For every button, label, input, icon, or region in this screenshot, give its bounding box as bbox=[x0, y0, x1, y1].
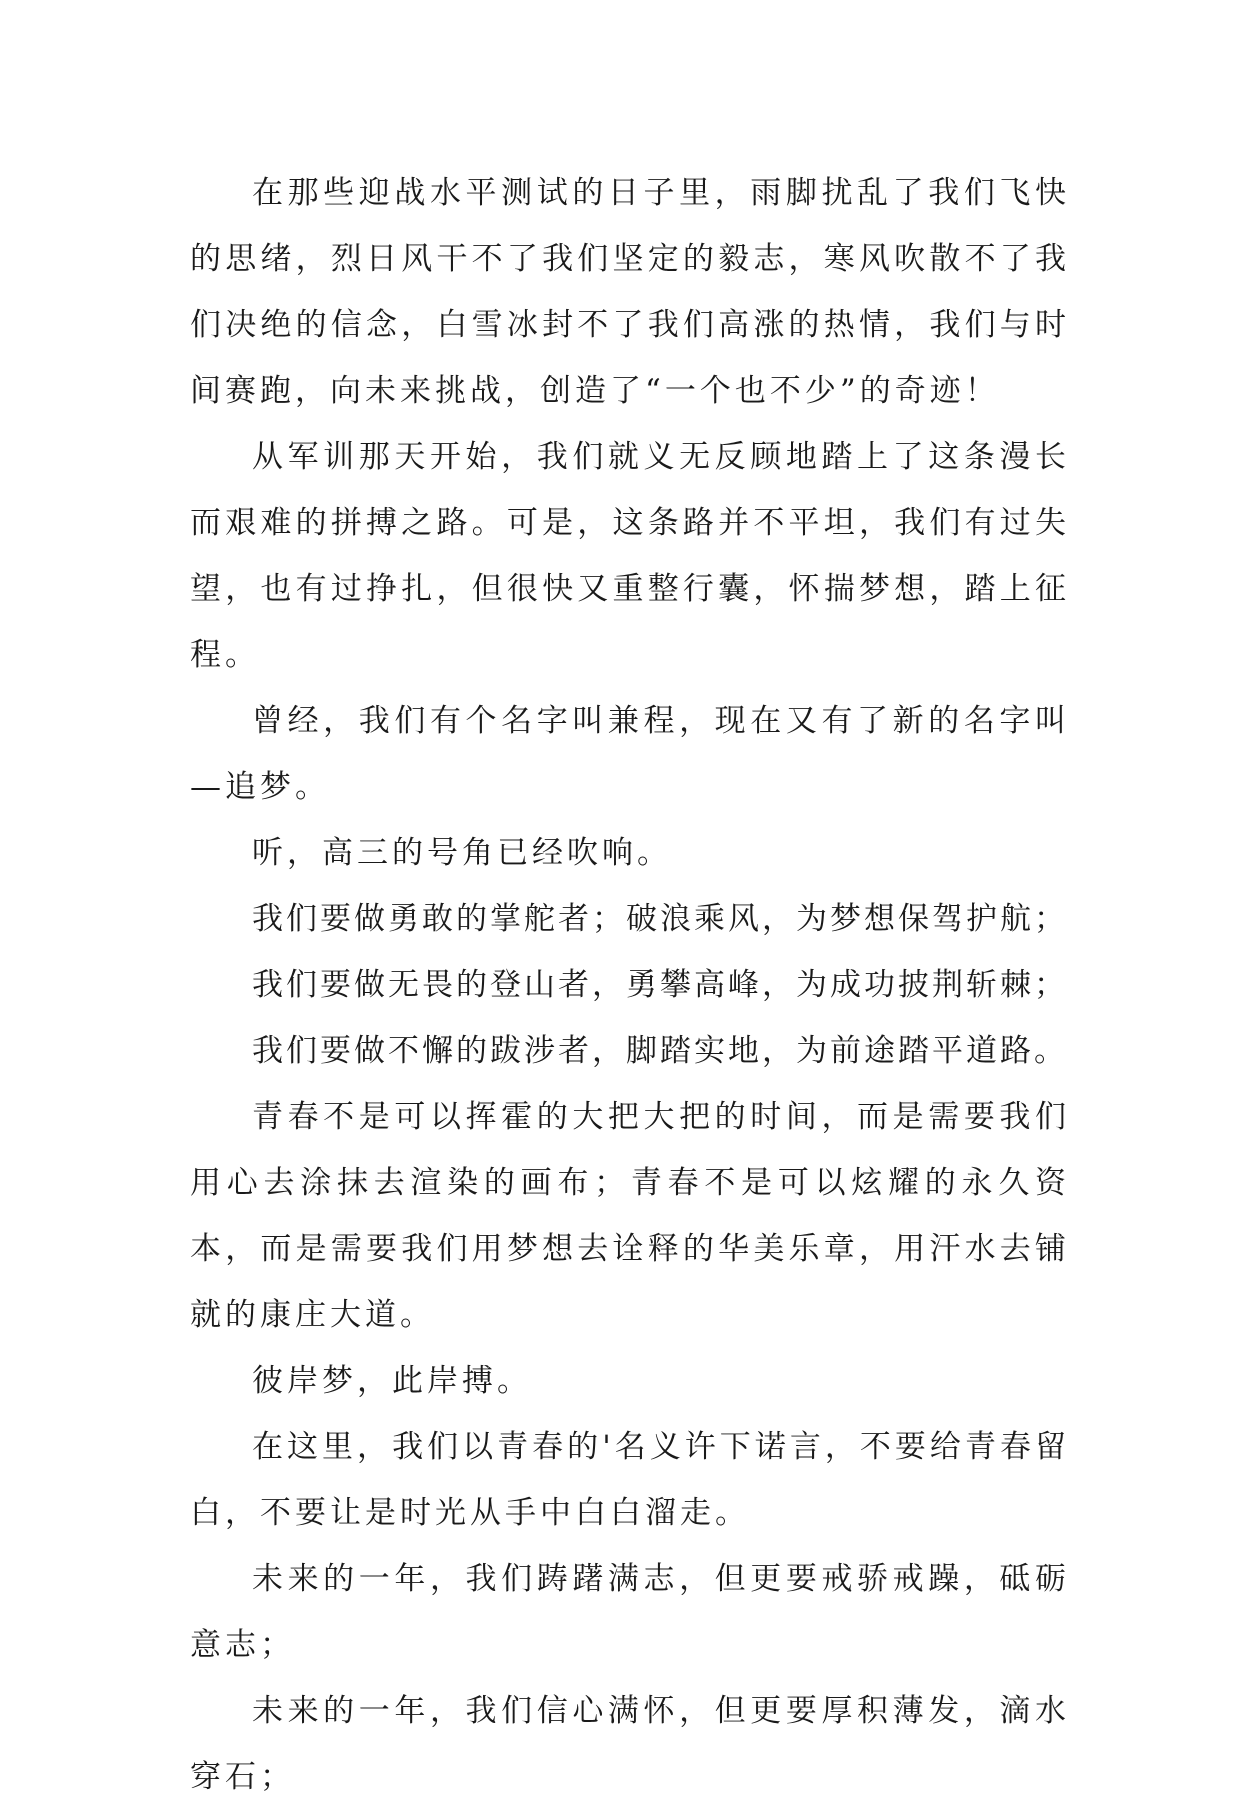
paragraph-1: 在那些迎战水平测试的日子里，雨脚扰乱了我们飞快的思绪，烈日风干不了我们坚定的毅志，寒风吹散不了我们决绝的信念，白雪冰封不了我们高涨的热情，我们与时间赛跑，向未来挑战，创造了“一个也不少”的奇迹！ bbox=[190, 175, 1070, 409]
document-body bbox=[190, 160, 1070, 1810]
paragraph-2: 从军训那天开始，我们就义无反顾地踏上了这条漫长而艰难的拼搏之路。可是，这条路并不平坦，我们有过失望，也有过挣扎，但很快又重整行囊，怀揣梦想，踏上征程。 bbox=[190, 439, 1070, 673]
paragraph-3: 曾经，我们有个名字叫兼程，现在又有了新的名字叫—追梦。 bbox=[190, 703, 1070, 805]
paragraph-8: 青春不是可以挥霍的大把大把的时间，而是需要我们用心去涂抹去渲染的画布；青春不是可以炫耀的永久资本，而是需要我们用梦想去诠释的华美乐章，用汗水去铺就的康庄大道。 bbox=[190, 1099, 1070, 1333]
paragraph-12: 未来的一年，我们信心满怀，但更要厚积薄发，滴水穿石； bbox=[190, 1693, 1070, 1795]
paragraph-7: 我们要做不懈的跋涉者，脚踏实地，为前途踏平道路。 bbox=[252, 1033, 1068, 1069]
paragraph-6: 我们要做无畏的登山者，勇攀高峰，为成功披荆斩棘； bbox=[252, 967, 1068, 1003]
paragraph-5: 我们要做勇敢的掌舵者；破浪乘风，为梦想保驾护航； bbox=[252, 901, 1068, 937]
paragraph-10: 在这里，我们以青春的'名义许下诺言，不要给青春留白，不要让是时光从手中白白溜走。 bbox=[190, 1429, 1070, 1531]
paragraph-11: 未来的一年，我们踌躇满志，但更要戒骄戒躁，砥砺意志； bbox=[190, 1561, 1070, 1663]
paragraph-4: 听，高三的号角已经吹响。 bbox=[252, 835, 672, 871]
paragraph-9: 彼岸梦，此岸搏。 bbox=[252, 1363, 532, 1399]
